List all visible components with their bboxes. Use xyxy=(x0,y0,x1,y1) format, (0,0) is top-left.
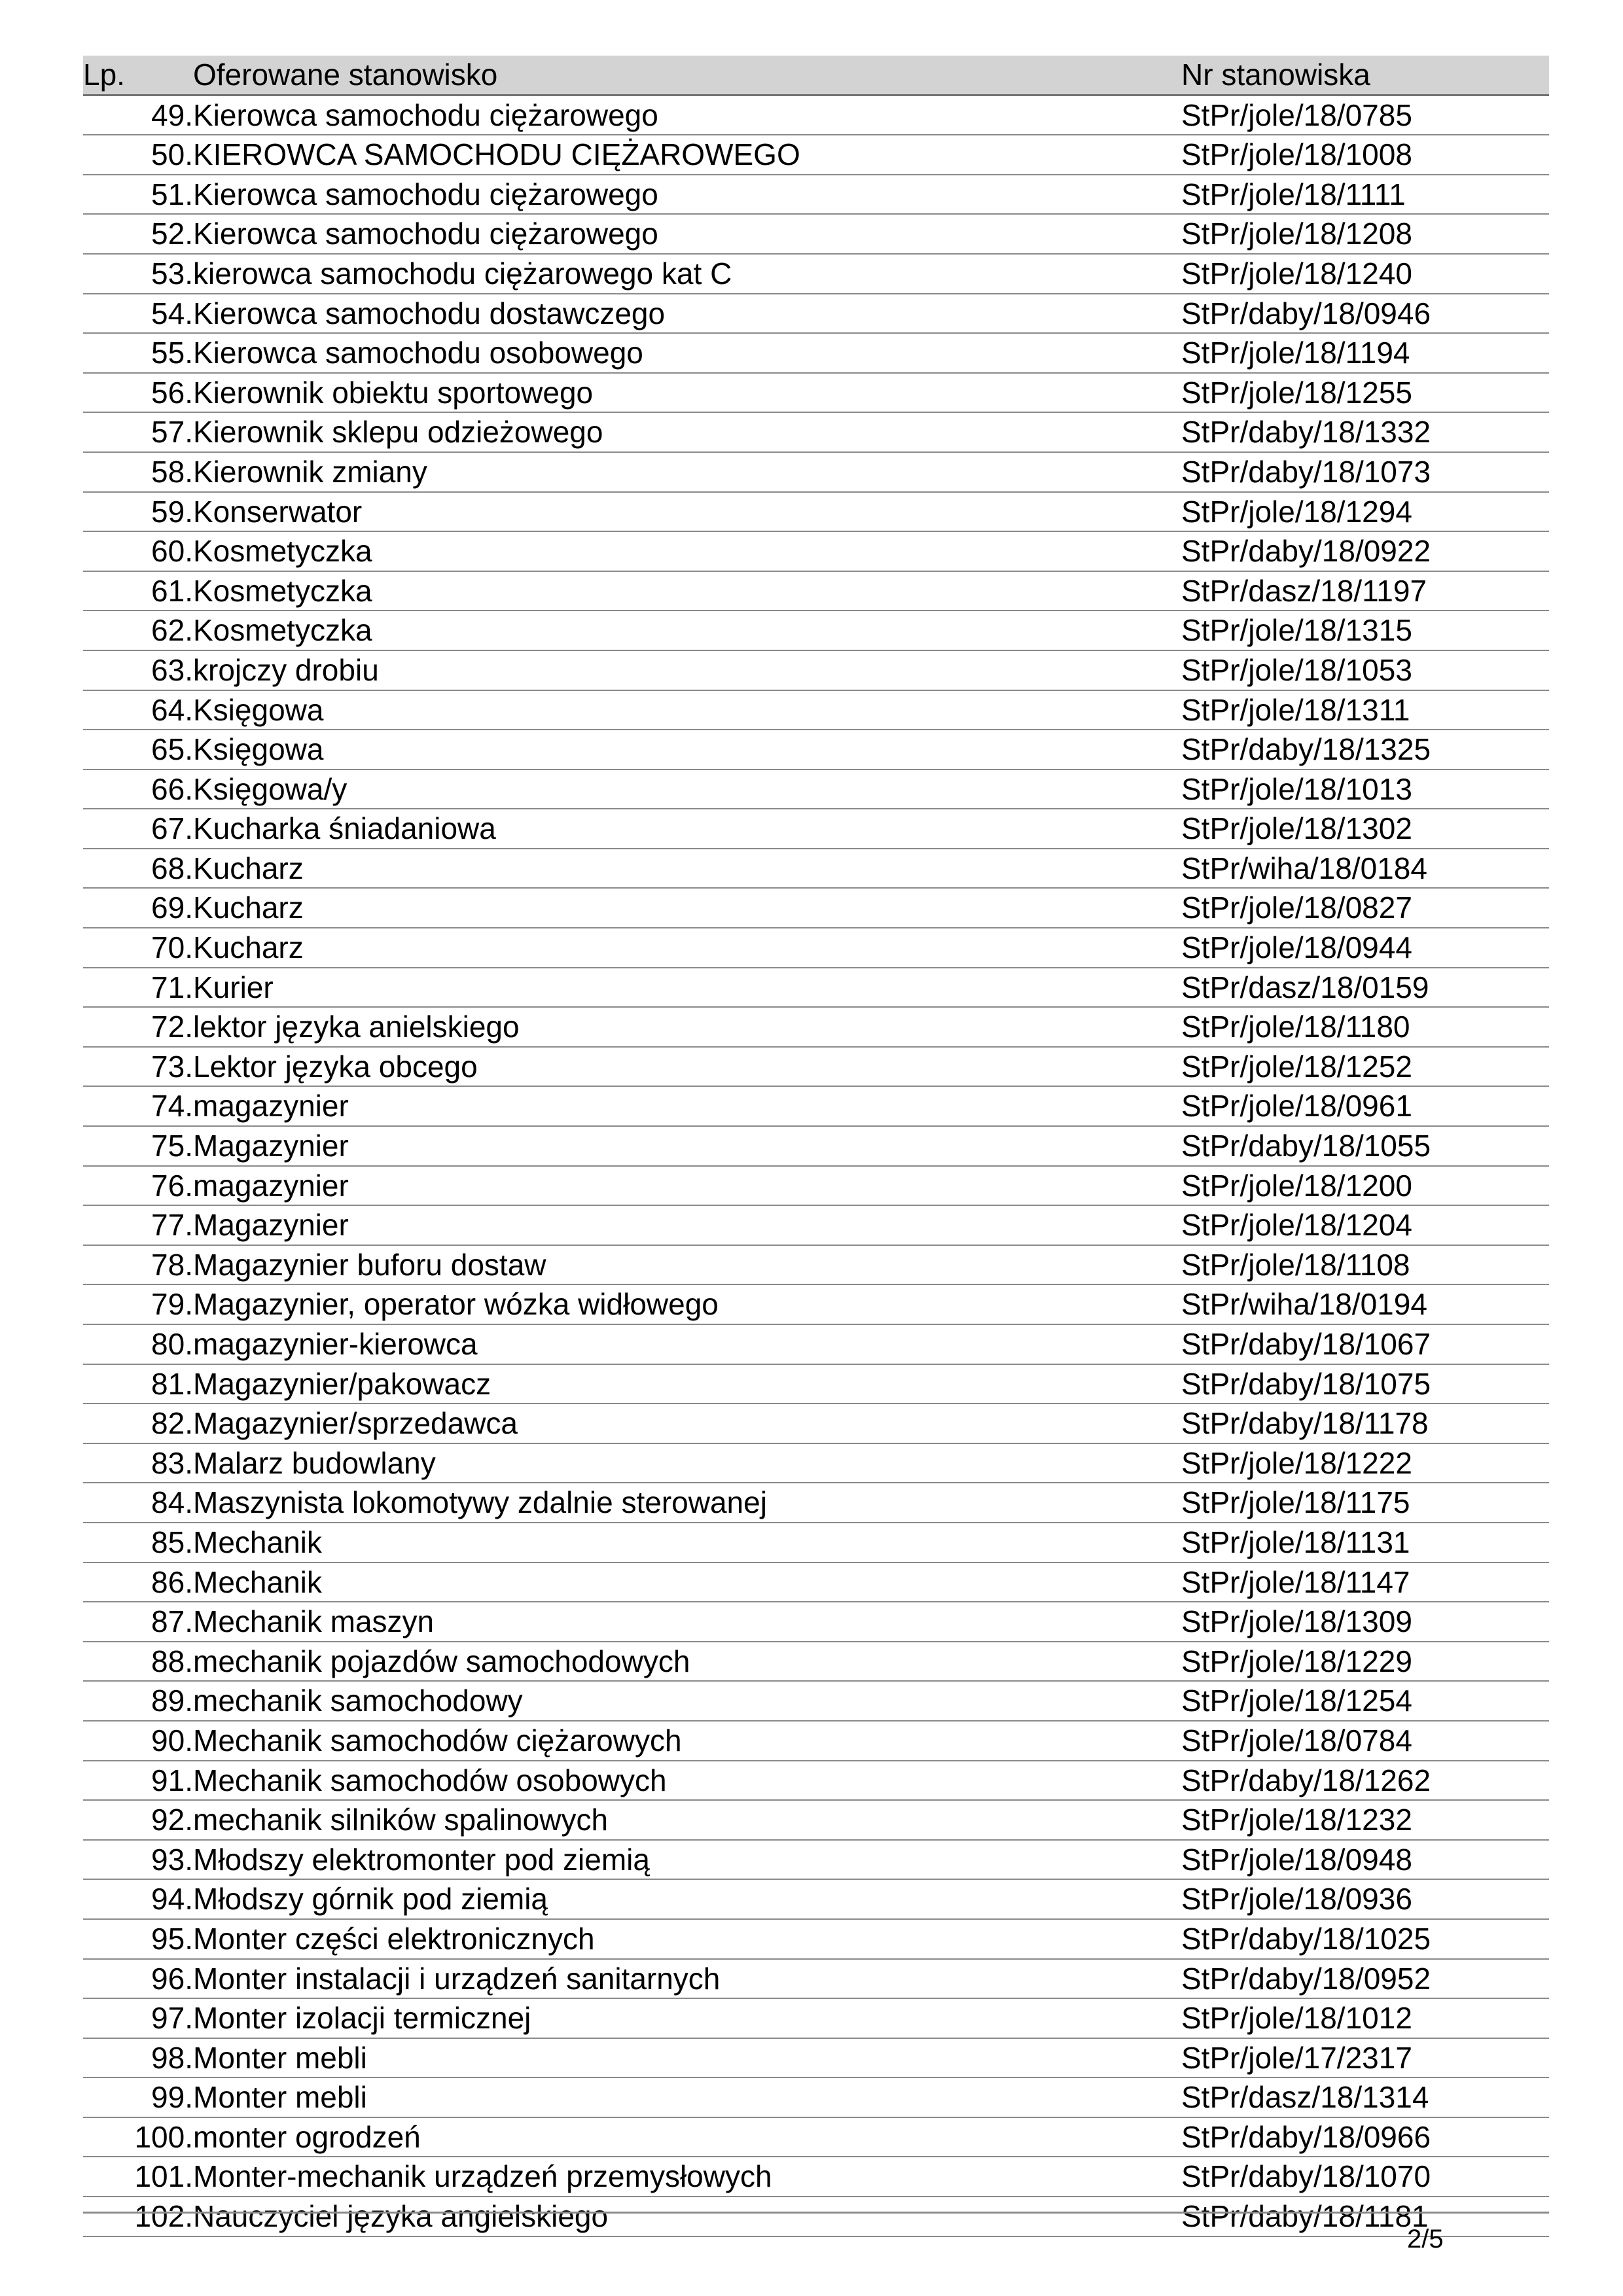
row-number: 102. xyxy=(83,2197,193,2236)
position-number: StPr/jole/18/1111 xyxy=(1181,175,1549,215)
position-number: StPr/daby/18/1075 xyxy=(1181,1364,1549,1404)
position-number: StPr/daby/18/0922 xyxy=(1181,531,1549,571)
position-number: StPr/jole/18/1008 xyxy=(1181,135,1549,175)
table-row xyxy=(83,1563,1549,1602)
table-row xyxy=(83,1602,1549,1642)
position-name: Kierownik obiektu sportowego xyxy=(193,373,1181,413)
position-number: StPr/jole/18/1222 xyxy=(1181,1443,1549,1483)
position-name: Kierowca samochodu osobowego xyxy=(193,333,1181,373)
position-name: Księgowa/y xyxy=(193,769,1181,809)
position-name: Malarz budowlany xyxy=(193,1443,1181,1483)
table-row xyxy=(83,492,1549,532)
position-number: StPr/dasz/18/1197 xyxy=(1181,571,1549,611)
row-number: 50. xyxy=(83,135,193,175)
position-number: StPr/jole/18/0961 xyxy=(1181,1086,1549,1126)
position-name: Młodszy elektromonter pod ziemią xyxy=(193,1840,1181,1880)
position-name: Kierowca samochodu ciężarowego xyxy=(193,214,1181,254)
row-number: 78. xyxy=(83,1245,193,1285)
position-name: krojczy drobiu xyxy=(193,650,1181,690)
table-row xyxy=(83,1086,1549,1126)
position-name: Magazynier/sprzedawca xyxy=(193,1404,1181,1443)
position-name: Kierowca samochodu ciężarowego xyxy=(193,175,1181,215)
position-number: StPr/jole/18/1254 xyxy=(1181,1681,1549,1721)
row-number: 53. xyxy=(83,254,193,294)
position-number: StPr/jole/18/1309 xyxy=(1181,1602,1549,1642)
table-row xyxy=(83,928,1549,968)
row-number: 91. xyxy=(83,1761,193,1801)
position-number: StPr/jole/18/1175 xyxy=(1181,1483,1549,1523)
position-number: StPr/jole/18/1200 xyxy=(1181,1166,1549,1206)
table-row xyxy=(83,1959,1549,1999)
table-row xyxy=(83,849,1549,889)
row-number: 70. xyxy=(83,928,193,968)
position-number: StPr/jole/18/0785 xyxy=(1181,95,1549,135)
table-row xyxy=(83,809,1549,849)
position-name: Monter mebli xyxy=(193,2077,1181,2117)
table-row xyxy=(83,412,1549,452)
position-number: StPr/daby/18/1332 xyxy=(1181,412,1549,452)
table-row xyxy=(83,95,1549,135)
position-number: StPr/daby/18/1325 xyxy=(1181,730,1549,769)
position-name: Lektor języka obcego xyxy=(193,1047,1181,1087)
row-number: 79. xyxy=(83,1284,193,1324)
position-number: StPr/daby/18/1055 xyxy=(1181,1126,1549,1166)
row-number: 52. xyxy=(83,214,193,254)
position-name: Kucharz xyxy=(193,888,1181,928)
row-number: 77. xyxy=(83,1205,193,1245)
position-name: mechanik samochodowy xyxy=(193,1681,1181,1721)
row-number: 74. xyxy=(83,1086,193,1126)
position-number: StPr/jole/18/1311 xyxy=(1181,690,1549,730)
row-number: 85. xyxy=(83,1523,193,1563)
row-number: 57. xyxy=(83,412,193,452)
position-name: Kucharka śniadaniowa xyxy=(193,809,1181,849)
table-row xyxy=(83,690,1549,730)
position-number: StPr/jole/18/1108 xyxy=(1181,1245,1549,1285)
position-number: StPr/jole/18/1180 xyxy=(1181,1007,1549,1047)
position-number: StPr/jole/18/0827 xyxy=(1181,888,1549,928)
row-number: 73. xyxy=(83,1047,193,1087)
position-number: StPr/jole/18/1229 xyxy=(1181,1642,1549,1682)
table-row xyxy=(83,1761,1549,1801)
position-number: StPr/jole/18/1208 xyxy=(1181,214,1549,254)
table-row xyxy=(83,1443,1549,1483)
position-number: StPr/jole/18/0944 xyxy=(1181,928,1549,968)
table-row xyxy=(83,1245,1549,1285)
position-name: Kierownik zmiany xyxy=(193,452,1181,492)
table-row xyxy=(83,2038,1549,2078)
table-row xyxy=(83,294,1549,334)
table-row xyxy=(83,1721,1549,1761)
position-name: mechanik pojazdów samochodowych xyxy=(193,1642,1181,1682)
position-name: Mechanik xyxy=(193,1563,1181,1602)
position-name: magazynier-kierowca xyxy=(193,1324,1181,1364)
row-number: 82. xyxy=(83,1404,193,1443)
position-name: magazynier xyxy=(193,1086,1181,1126)
position-name: Maszynista lokomotywy zdalnie sterowanej xyxy=(193,1483,1181,1523)
position-name: lektor języka anielskiego xyxy=(193,1007,1181,1047)
position-name: Kucharz xyxy=(193,928,1181,968)
table-row xyxy=(83,2197,1549,2236)
table-row xyxy=(83,1879,1549,1919)
position-name: Magazynier/pakowacz xyxy=(193,1364,1181,1404)
position-number: StPr/jole/18/0784 xyxy=(1181,1721,1549,1761)
row-number: 54. xyxy=(83,294,193,334)
position-number: StPr/daby/18/1262 xyxy=(1181,1761,1549,1801)
table-row xyxy=(83,2157,1549,2197)
position-name: Magazynier, operator wózka widłowego xyxy=(193,1284,1181,1324)
position-name: Kierowca samochodu dostawczego xyxy=(193,294,1181,334)
row-number: 94. xyxy=(83,1879,193,1919)
position-name: Kurier xyxy=(193,968,1181,1008)
column-header-position: Oferowane stanowisko xyxy=(193,56,1181,95)
position-number: StPr/daby/18/1181 xyxy=(1181,2197,1549,2236)
row-number: 84. xyxy=(83,1483,193,1523)
row-number: 51. xyxy=(83,175,193,215)
position-number: StPr/jole/18/0936 xyxy=(1181,1879,1549,1919)
row-number: 59. xyxy=(83,492,193,532)
footer-divider xyxy=(83,2212,1549,2214)
position-name: Monter izolacji termicznej xyxy=(193,1998,1181,2038)
job-offers-table xyxy=(83,56,1549,2237)
table-row xyxy=(83,214,1549,254)
table-row xyxy=(83,1364,1549,1404)
row-number: 97. xyxy=(83,1998,193,2038)
table-row xyxy=(83,650,1549,690)
row-number: 81. xyxy=(83,1364,193,1404)
position-name: Kierowca samochodu ciężarowego xyxy=(193,95,1181,135)
position-name: Monter części elektronicznych xyxy=(193,1919,1181,1959)
position-number: StPr/daby/18/0946 xyxy=(1181,294,1549,334)
position-name: Księgowa xyxy=(193,730,1181,769)
row-number: 62. xyxy=(83,610,193,650)
position-name: Mechanik xyxy=(193,1523,1181,1563)
table-row xyxy=(83,1483,1549,1523)
row-number: 93. xyxy=(83,1840,193,1880)
column-header-position-number: Nr stanowiska xyxy=(1181,56,1549,95)
row-number: 75. xyxy=(83,1126,193,1166)
table-row xyxy=(83,1919,1549,1959)
position-name: Konserwator xyxy=(193,492,1181,532)
row-number: 100. xyxy=(83,2117,193,2157)
row-number: 60. xyxy=(83,531,193,571)
row-number: 99. xyxy=(83,2077,193,2117)
position-name: KIEROWCA SAMOCHODU CIĘŻAROWEGO xyxy=(193,135,1181,175)
position-number: StPr/dasz/18/0159 xyxy=(1181,968,1549,1008)
row-number: 90. xyxy=(83,1721,193,1761)
row-number: 56. xyxy=(83,373,193,413)
position-number: StPr/jole/18/1131 xyxy=(1181,1523,1549,1563)
table-row xyxy=(83,730,1549,769)
table-row xyxy=(83,1047,1549,1087)
position-name: Kosmetyczka xyxy=(193,531,1181,571)
position-name: Mechanik samochodów osobowych xyxy=(193,1761,1181,1801)
position-name: Kosmetyczka xyxy=(193,610,1181,650)
row-number: 64. xyxy=(83,690,193,730)
row-number: 61. xyxy=(83,571,193,611)
position-name: mechanik silników spalinowych xyxy=(193,1800,1181,1840)
table-row xyxy=(83,1681,1549,1721)
table-row xyxy=(83,1840,1549,1880)
position-number: StPr/daby/18/1073 xyxy=(1181,452,1549,492)
table-row xyxy=(83,571,1549,611)
table-row xyxy=(83,1800,1549,1840)
row-number: 65. xyxy=(83,730,193,769)
position-number: StPr/daby/18/1067 xyxy=(1181,1324,1549,1364)
row-number: 76. xyxy=(83,1166,193,1206)
position-number: StPr/jole/18/1252 xyxy=(1181,1047,1549,1087)
row-number: 86. xyxy=(83,1563,193,1602)
row-number: 83. xyxy=(83,1443,193,1483)
row-number: 68. xyxy=(83,849,193,889)
table-row xyxy=(83,1404,1549,1443)
position-name: Księgowa xyxy=(193,690,1181,730)
table-row xyxy=(83,888,1549,928)
table-row xyxy=(83,1642,1549,1682)
table-body xyxy=(83,95,1549,2236)
position-name: Magazynier xyxy=(193,1126,1181,1166)
position-number: StPr/jole/18/1294 xyxy=(1181,492,1549,532)
table-row xyxy=(83,1166,1549,1206)
row-number: 71. xyxy=(83,968,193,1008)
table-header-row xyxy=(83,56,1549,95)
position-name: kierowca samochodu ciężarowego kat C xyxy=(193,254,1181,294)
position-number: StPr/daby/18/1070 xyxy=(1181,2157,1549,2197)
table-row xyxy=(83,254,1549,294)
position-name: Monter instalacji i urządzeń sanitarnych xyxy=(193,1959,1181,1999)
position-number: StPr/jole/18/1240 xyxy=(1181,254,1549,294)
position-name: magazynier xyxy=(193,1166,1181,1206)
page-number: 2/5 xyxy=(1407,2225,1444,2253)
row-number: 88. xyxy=(83,1642,193,1682)
table-row xyxy=(83,452,1549,492)
position-number: StPr/wiha/18/0194 xyxy=(1181,1284,1549,1324)
table-row xyxy=(83,1998,1549,2038)
position-number: StPr/daby/18/0966 xyxy=(1181,2117,1549,2157)
position-number: StPr/wiha/18/0184 xyxy=(1181,849,1549,889)
position-name: Nauczyciel języka angielskiego xyxy=(193,2197,1181,2236)
row-number: 49. xyxy=(83,95,193,135)
table-row xyxy=(83,1126,1549,1166)
position-name: Młodszy górnik pod ziemią xyxy=(193,1879,1181,1919)
position-name: Kosmetyczka xyxy=(193,571,1181,611)
row-number: 55. xyxy=(83,333,193,373)
position-number: StPr/jole/18/1194 xyxy=(1181,333,1549,373)
table-row xyxy=(83,373,1549,413)
table-row xyxy=(83,2077,1549,2117)
position-name: Monter mebli xyxy=(193,2038,1181,2078)
position-number: StPr/daby/18/1178 xyxy=(1181,1404,1549,1443)
row-number: 89. xyxy=(83,1681,193,1721)
position-number: StPr/jole/18/1053 xyxy=(1181,650,1549,690)
row-number: 98. xyxy=(83,2038,193,2078)
table-row xyxy=(83,333,1549,373)
row-number: 101. xyxy=(83,2157,193,2197)
position-name: Kierownik sklepu odzieżowego xyxy=(193,412,1181,452)
position-number: StPr/daby/18/1025 xyxy=(1181,1919,1549,1959)
position-name: Magazynier xyxy=(193,1205,1181,1245)
position-number: StPr/jole/18/0948 xyxy=(1181,1840,1549,1880)
table-row xyxy=(83,1007,1549,1047)
position-name: Monter-mechanik urządzeń przemysłowych xyxy=(193,2157,1181,2197)
row-number: 63. xyxy=(83,650,193,690)
row-number: 80. xyxy=(83,1324,193,1364)
table-row xyxy=(83,531,1549,571)
position-number: StPr/jole/18/1232 xyxy=(1181,1800,1549,1840)
column-header-lp: Lp. xyxy=(83,56,193,95)
table-row xyxy=(83,1205,1549,1245)
table-row xyxy=(83,135,1549,175)
position-number: StPr/jole/18/1012 xyxy=(1181,1998,1549,2038)
row-number: 67. xyxy=(83,809,193,849)
row-number: 72. xyxy=(83,1007,193,1047)
position-number: StPr/jole/18/1255 xyxy=(1181,373,1549,413)
position-number: StPr/jole/18/1147 xyxy=(1181,1563,1549,1602)
position-number: StPr/jole/18/1315 xyxy=(1181,610,1549,650)
table-row xyxy=(83,175,1549,215)
position-name: Mechanik maszyn xyxy=(193,1602,1181,1642)
position-number: StPr/jole/18/1013 xyxy=(1181,769,1549,809)
table-row xyxy=(83,610,1549,650)
row-number: 95. xyxy=(83,1919,193,1959)
table-row xyxy=(83,2117,1549,2157)
table-row xyxy=(83,769,1549,809)
table-row xyxy=(83,1284,1549,1324)
table-row xyxy=(83,1523,1549,1563)
position-name: monter ogrodzeń xyxy=(193,2117,1181,2157)
position-number: StPr/dasz/18/1314 xyxy=(1181,2077,1549,2117)
row-number: 87. xyxy=(83,1602,193,1642)
position-number: StPr/jole/18/1302 xyxy=(1181,809,1549,849)
row-number: 69. xyxy=(83,888,193,928)
row-number: 92. xyxy=(83,1800,193,1840)
position-number: StPr/jole/17/2317 xyxy=(1181,2038,1549,2078)
position-name: Magazynier buforu dostaw xyxy=(193,1245,1181,1285)
position-number: StPr/jole/18/1204 xyxy=(1181,1205,1549,1245)
table-row xyxy=(83,1324,1549,1364)
position-number: StPr/daby/18/0952 xyxy=(1181,1959,1549,1999)
row-number: 96. xyxy=(83,1959,193,1999)
position-name: Kucharz xyxy=(193,849,1181,889)
position-name: Mechanik samochodów ciężarowych xyxy=(193,1721,1181,1761)
row-number: 66. xyxy=(83,769,193,809)
table-row xyxy=(83,968,1549,1008)
row-number: 58. xyxy=(83,452,193,492)
